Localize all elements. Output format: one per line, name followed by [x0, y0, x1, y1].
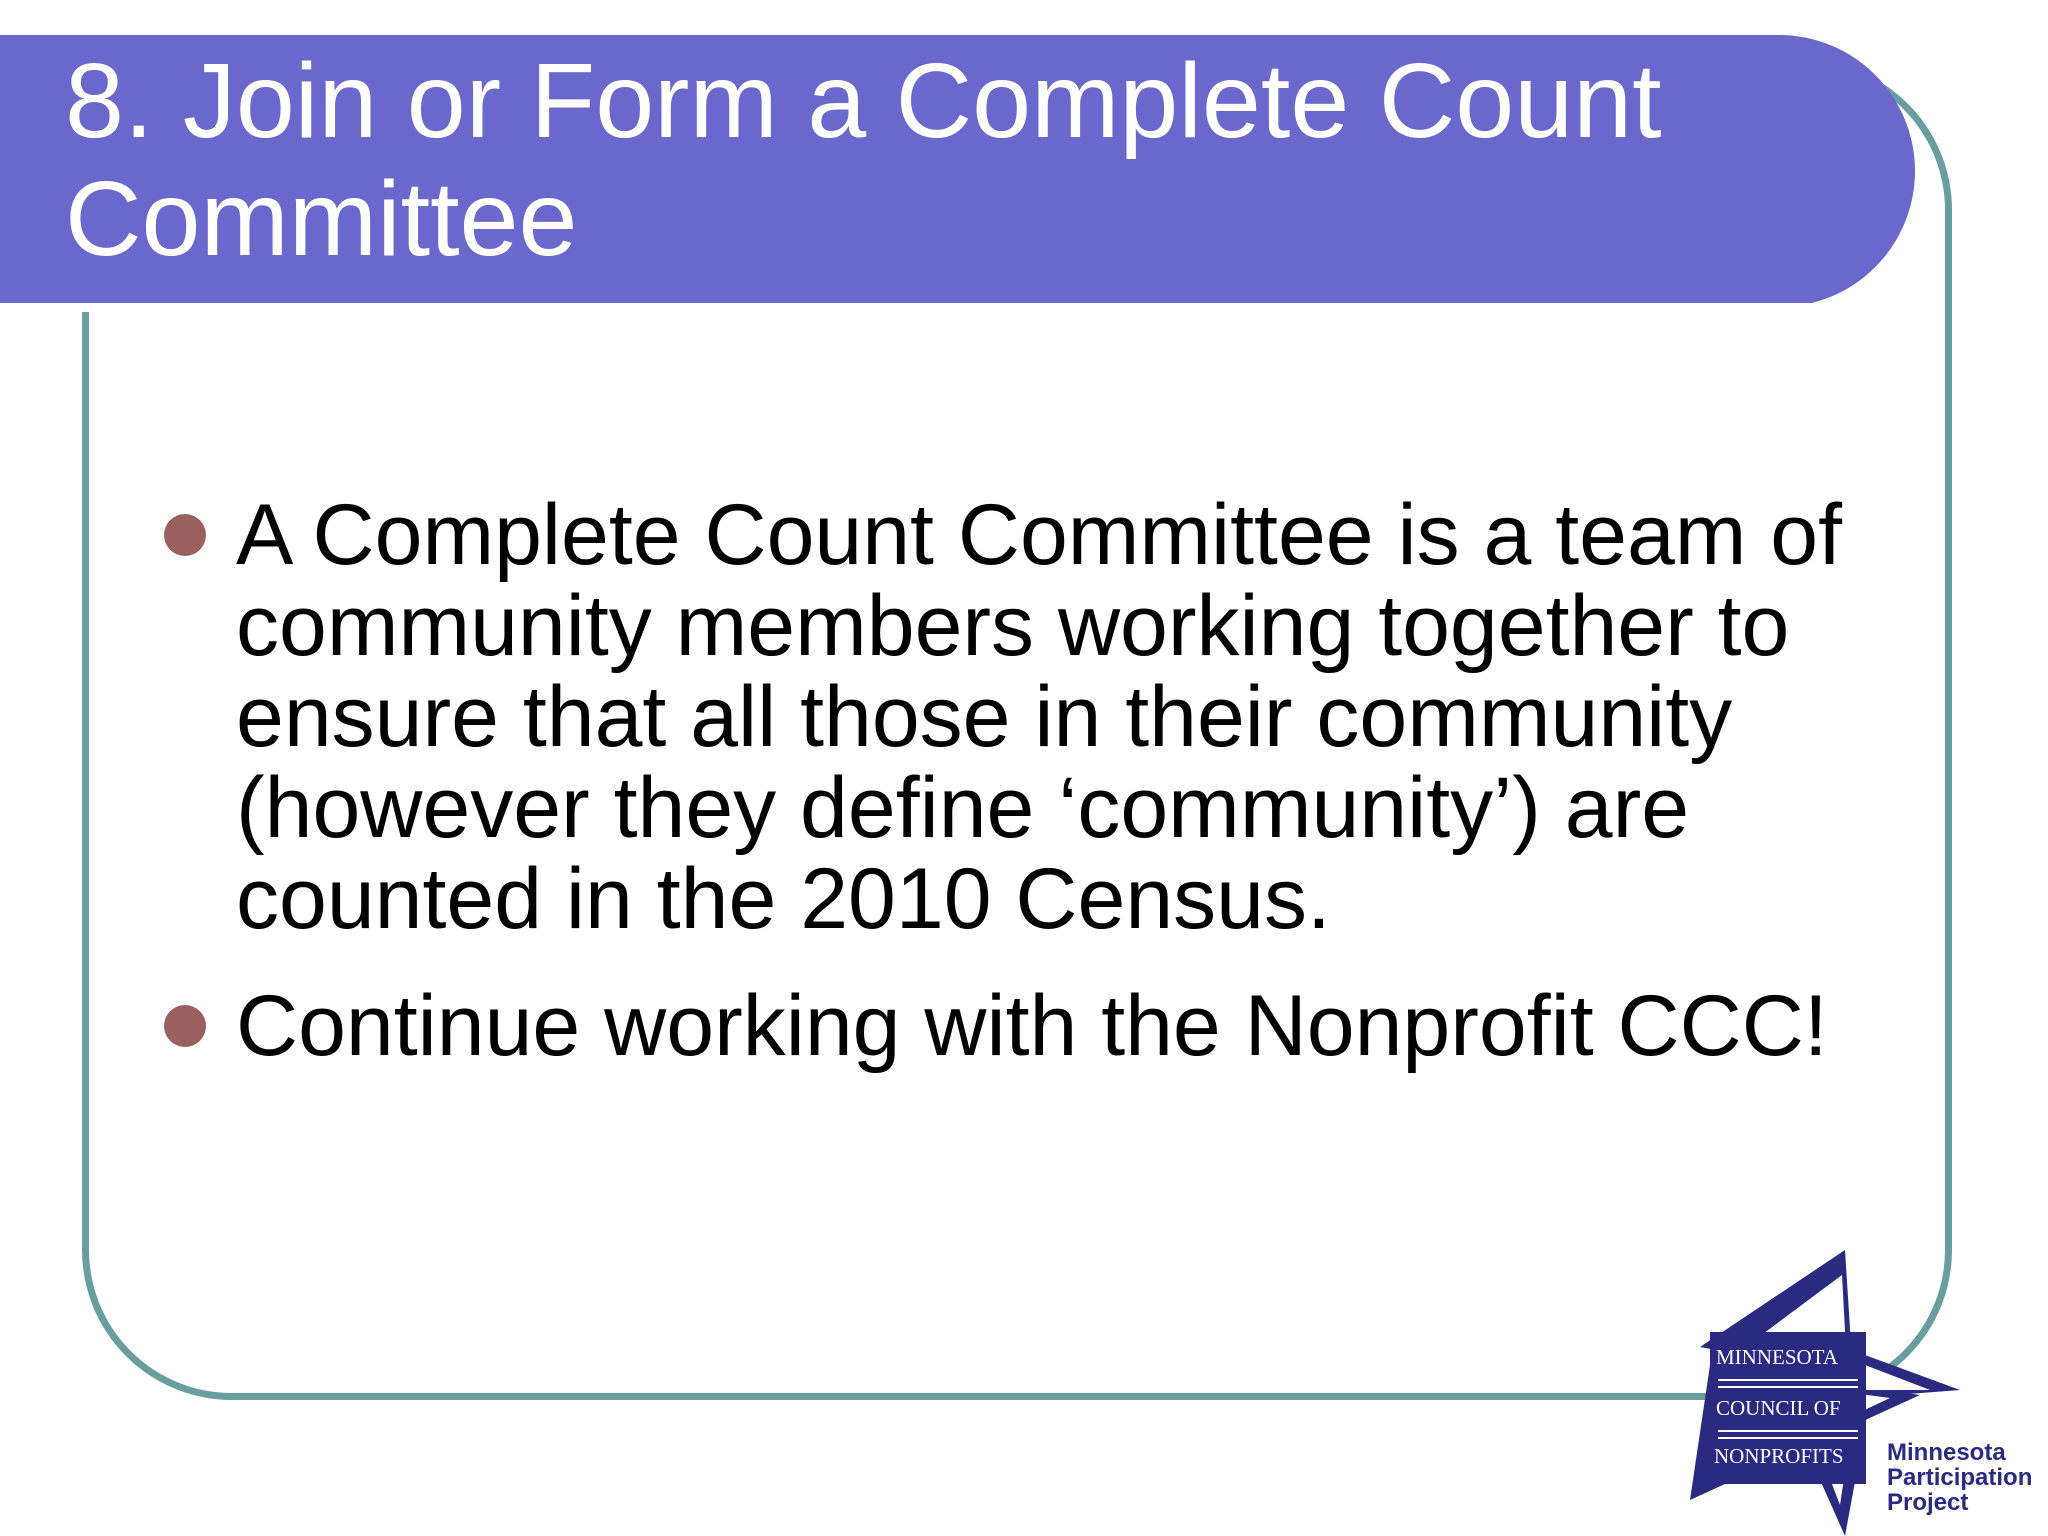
bullet-dot-icon	[164, 1005, 206, 1047]
logo-emblem-line: NONPROFITS	[1714, 1444, 1844, 1468]
logo-caption	[1887, 1440, 2032, 1515]
slide-title: 8. Join or Form a Complete Count Committee	[65, 42, 1662, 278]
logo-emblem-line: COUNCIL OF	[1716, 1396, 1841, 1420]
minnesota-council-of-nonprofits-logo	[1680, 1250, 2048, 1536]
logo-emblem-line: MINNESOTA	[1716, 1345, 1838, 1369]
bullet-item	[0, 978, 1916, 1074]
bullet-item	[0, 487, 1916, 947]
bullet-text: Continue working with the Nonprofit CCC!	[236, 978, 1828, 1074]
logo-caption-line: Minnesota	[1887, 1439, 2006, 1466]
title-underline	[0, 303, 1815, 312]
bullet-list	[0, 487, 1940, 1108]
bullet-dot-icon	[164, 514, 206, 556]
logo-caption-line: Project	[1887, 1489, 1969, 1516]
bullet-text: A Complete Count Committee is a team of community members working together to ensure that all those in their community (however they define ‘community’) are counted in the 2010 Census.	[236, 487, 1843, 947]
logo-caption-line: Participation	[1887, 1464, 2033, 1491]
